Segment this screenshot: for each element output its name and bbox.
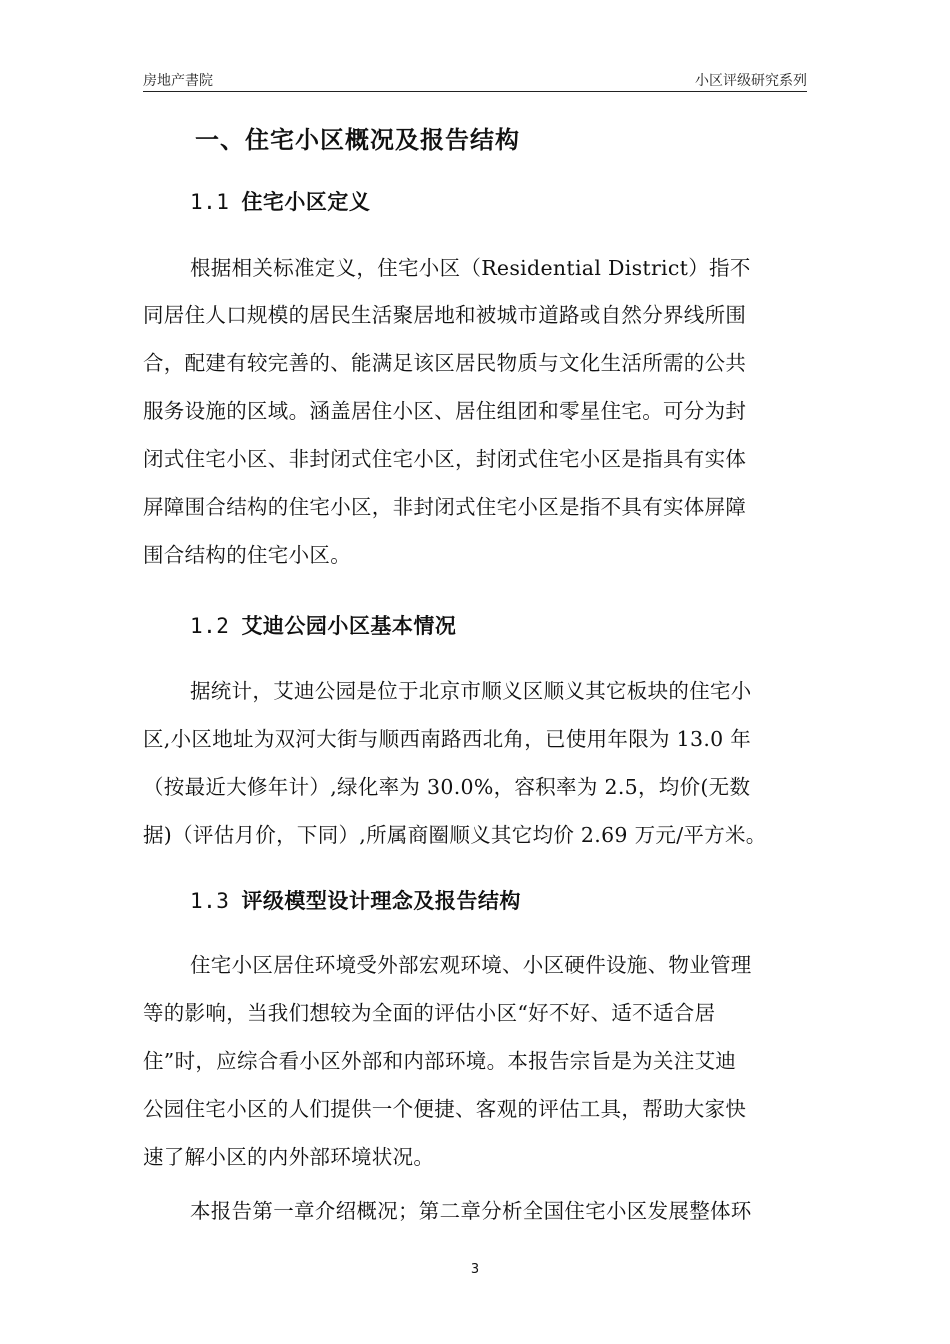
paragraph-line: 住宅小区居住环境受外部宏观环境、小区硬件设施、物业管理 <box>190 953 752 977</box>
header-divider <box>143 91 807 92</box>
paragraph-line: 合，配建有较完善的、能满足该区居民物质与文化生活所需的公共 <box>143 351 747 375</box>
section-number: 1.1 <box>190 190 230 214</box>
page-header-left: 房地产書院 <box>143 73 213 89</box>
paragraph-line: 屏障围合结构的住宅小区，非封闭式住宅小区是指不具有实体屏障 <box>143 495 747 519</box>
paragraph-line: 据统计，艾迪公园是位于北京市顺义区顺义其它板块的住宅小 <box>190 679 752 703</box>
section-heading <box>190 610 456 640</box>
paragraph-line: 住”时，应综合看小区外部和内部环境。本报告宗旨是为关注艾迪 <box>143 1049 737 1073</box>
section-number: 1.2 <box>190 614 230 638</box>
paragraph-line: 等的影响，当我们想较为全面的评估小区“好不好、适不适合居 <box>143 1001 716 1025</box>
section-title: 住宅小区定义 <box>241 190 371 214</box>
page-number: 3 <box>470 1262 480 1277</box>
section-heading <box>190 186 370 216</box>
chapter-title: 一、住宅小区概况及报告结构 <box>195 126 520 154</box>
section-number: 1.3 <box>190 889 230 913</box>
section-heading <box>190 885 521 915</box>
paragraph-line: 围合结构的住宅小区。 <box>143 543 351 567</box>
section-title: 艾迪公园小区基本情况 <box>241 614 457 638</box>
paragraph-line: 区,小区地址为双河大街与顺西南路西北角，已使用年限为 13.0 年 <box>143 727 752 751</box>
section-title: 评级模型设计理念及报告结构 <box>241 889 521 913</box>
paragraph-line: 速了解小区的内外部环境状况。 <box>143 1145 435 1169</box>
paragraph-line: 本报告第一章介绍概况；第二章分析全国住宅小区发展整体环 <box>190 1199 752 1223</box>
paragraph-line: 据)（评估月价，下同）,所属商圈顺义其它均价 2.69 万元/平方米。 <box>143 823 767 847</box>
paragraph-line: 公园住宅小区的人们提供一个便捷、客观的评估工具，帮助大家快 <box>143 1097 747 1121</box>
paragraph-line: 同居住人口规模的居民生活聚居地和被城市道路或自然分界线所围 <box>143 303 747 327</box>
paragraph-line: 闭式住宅小区、非封闭式住宅小区，封闭式住宅小区是指具有实体 <box>143 447 747 471</box>
paragraph-line: （按最近大修年计）,绿化率为 30.0%，容积率为 2.5，均价(无数 <box>143 775 751 799</box>
paragraph-line: 根据相关标准定义，住宅小区（Residential District）指不 <box>190 256 751 280</box>
page-header-right: 小区评级研究系列 <box>695 73 807 89</box>
paragraph-line: 服务设施的区域。涵盖居住小区、居住组团和零星住宅。可分为封 <box>143 399 747 423</box>
